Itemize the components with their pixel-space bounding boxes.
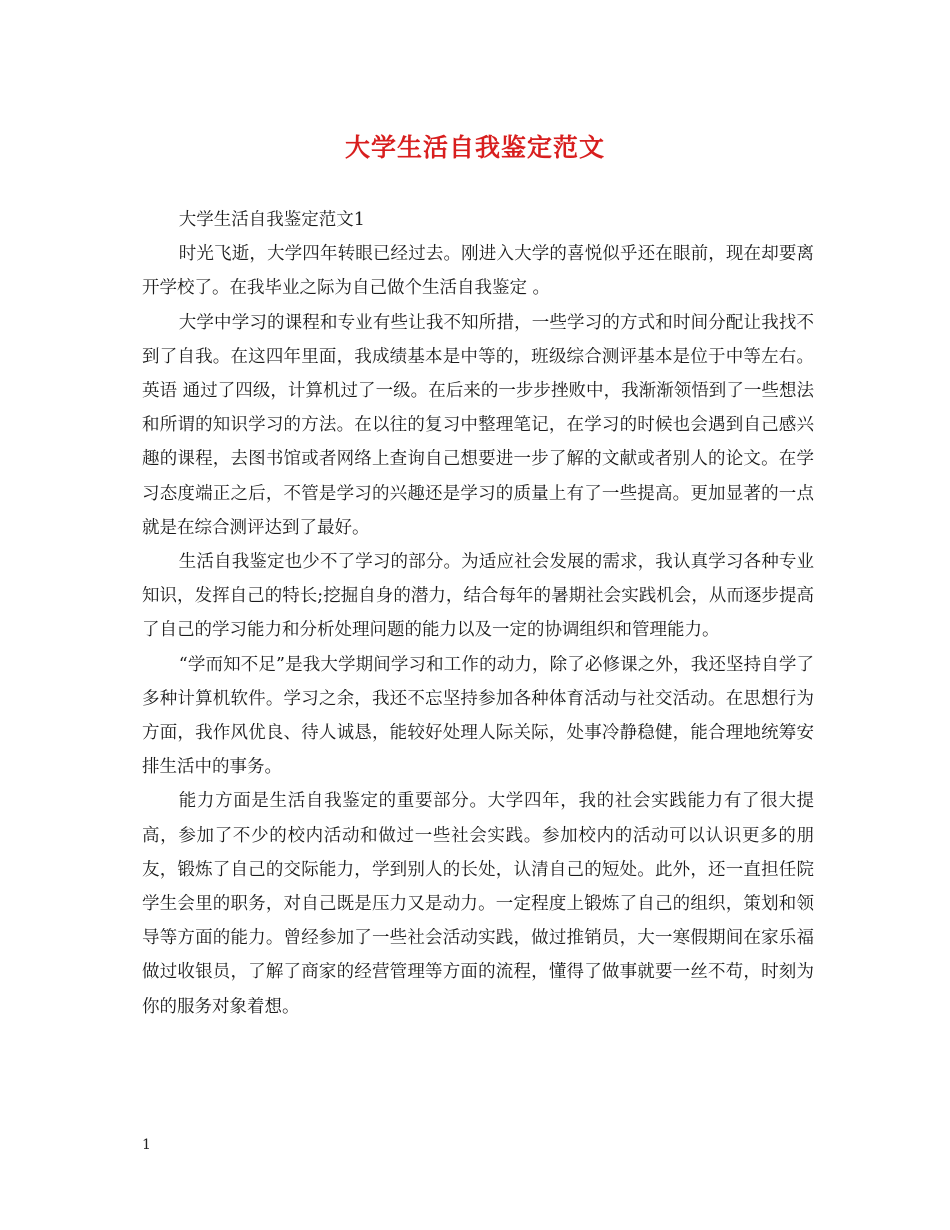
paragraph-motivation: “学而知不足”是我大学期间学习和工作的动力，除了必修课之外，我还坚持自学了多种计算机软件。学习之余，我还不忘坚持参加各种体育活动与社交活动。在思想行为方面，我作风优良、待人诚恳，能较好处理人际关际，处事冷静稳健，能合理地统筹安排生活中的事务。 (142, 654, 814, 778)
paragraph-study: 大学中学习的课程和专业有些让我不知所措，一些学习的方式和时间分配让我找不到了自我。在这四年里面，我成绩基本是中等的，班级综合测评基本是位于中等左右。 英语 通过了四级，计算机过了一级。在后来的一步步挫败中，我渐渐领悟到了一些想法和所谓的知识学习的方法。在以往的复习中整理笔记，在学习的时候也会遇到自己感兴趣的课程，去图书馆或者网络上查询自己想要进一步了解的文献或者别人的论文。在学习态度端正之后，不管是学习的兴趣还是学习的质量上有了一些提高。更加显著的一点就是在综合测评达到了最好。 (142, 312, 814, 538)
paragraph-learning: 生活自我鉴定也少不了学习的部分。为适应社会发展的需求，我认真学习各种专业知识，发挥自己的特长;挖掘自身的潜力，结合每年的暑期社会实践机会，从而逐步提高了自己的学习能力和分析处理问题的能力以及一定的协调组织和管理能力。 (142, 552, 814, 641)
paragraph-intro: 时光飞逝，大学四年转眼已经过去。刚进入大学的喜悦似乎还在眼前，现在却要离开学校了。在我毕业之际为自己做个生活自我鉴定 。 (142, 244, 814, 299)
page-number: 1 (142, 1137, 151, 1153)
section-heading: 大学生活自我鉴定范文1 (178, 210, 365, 230)
document-title: 大学生活自我鉴定范文 (344, 133, 605, 162)
paragraph-ability: 能力方面是生活自我鉴定的重要部分。大学四年，我的社会实践能力有了很大提高，参加了不少的校内活动和做过一些社会实践。参加校内的活动可以认识更多的朋友，锻炼了自己的交际能力，学到别人的长处，认清自己的短处。此外，还一直担任院学生会里的职务，对自己既是压力又是动力。一定程度上锻炼了自己的组织，策划和领导等方面的能力。曾经参加了一些社会活动实践，做过推销员，大一寒假期间在家乐福做过收银员，了解了商家的经营管理等方面的流程，懂得了做事就要一丝不苟，时刻为你的服务对象着想。 (142, 791, 814, 1017)
document-body (142, 203, 814, 1024)
